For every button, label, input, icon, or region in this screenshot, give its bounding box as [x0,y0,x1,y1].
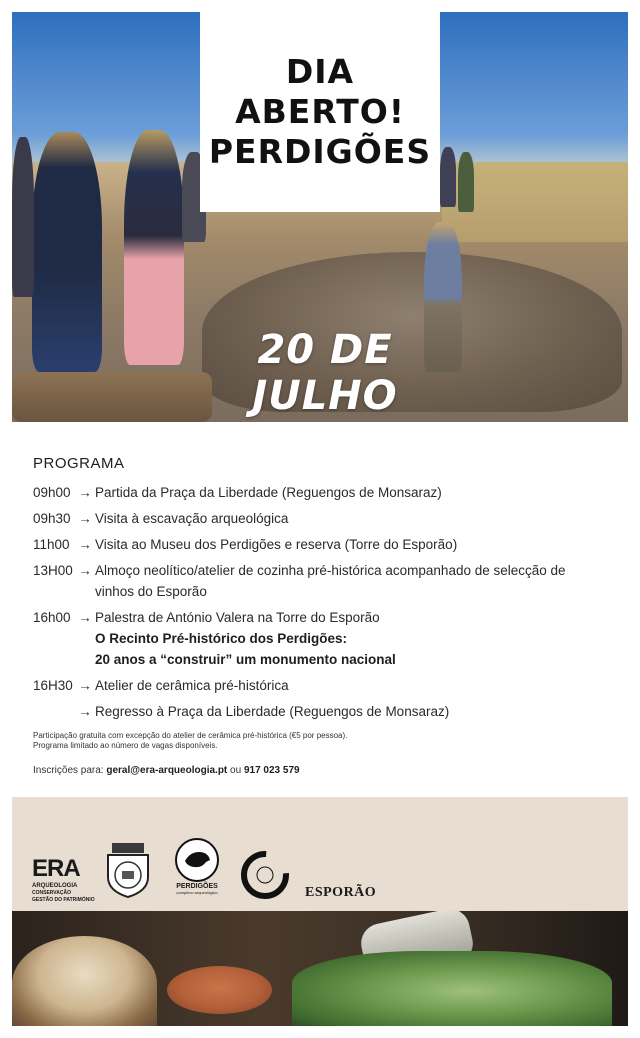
arrow-icon: → [78,511,92,526]
item-text: Palestra de António Valera na Torre do Esporão [95,610,380,625]
contact-label: Inscrições para: [33,765,104,776]
perdigoes-sub: complexo arqueológico [176,890,218,895]
bread-basket [12,936,157,1026]
arrow-icon: → [78,537,92,552]
lecture-subtitle: 20 anos a “construir” um monumento nacional [95,652,396,667]
lecture-title: O Recinto Pré-histórico dos Perdigões: [95,631,348,646]
visitor-figure [458,152,474,212]
item-text: Atelier de cerâmica pré-histórica [95,678,289,693]
era-name: ERA [32,855,80,882]
item-time: 16h00 [33,610,71,625]
note-line: Participação gratuita com excepção do atelier de cerâmica pré-histórica (€5 por pessoa). [33,731,348,740]
visitor-figure [440,147,456,207]
perdigoes-icon [174,837,220,883]
esporao-logo: ESPORÃO [305,885,377,900]
programme-item [33,508,603,529]
item-text: Visita ao Museu dos Perdigões e reserva (Torre do Esporão) [95,537,458,552]
programme-section [33,455,603,727]
contact-or: ou [230,765,242,776]
item-text: Partida da Praça da Liberdade (Reguengos de Monsaraz) [95,485,442,500]
arrow-icon: → [78,704,92,719]
arrow-icon: → [78,610,92,625]
perdigoes-logo [172,837,222,895]
crest-icon [100,841,156,899]
programme-item [33,607,603,670]
project-logo [238,849,292,906]
era-sub: GESTÃO DO PATRIMÓNIO [32,897,95,903]
title-line-1: DIA ABERTO! [235,52,405,131]
registration-contact [33,765,300,776]
arrow-icon: → [78,563,92,578]
programme-item [33,560,603,602]
stones-foreground [12,372,212,422]
event-date: 20 DE JULHO [252,327,398,419]
item-time: 16H30 [33,678,73,693]
contact-phone[interactable]: 917 023 579 [243,765,300,776]
programme-heading: PROGRAMA [33,455,125,472]
era-sub: ARQUEOLOGIA [32,883,78,889]
participation-notes [33,731,347,751]
item-text-group [95,607,603,670]
contact-email[interactable]: geral@era-arqueologia.pt [106,765,228,776]
title-box [200,12,440,212]
visitor-figure [32,132,102,372]
clay-bowl [167,966,272,1014]
sponsor-band [12,797,628,911]
arrow-icon: → [78,678,92,693]
title-line-2: PERDIGÕES [208,132,432,171]
era-logo [32,855,95,904]
item-time: 11h00 [33,537,70,552]
note-line: Programa limitado ao número de vagas disponíveis. [33,741,218,750]
programme-item [33,482,603,503]
item-text: Visita à escavação arqueológica [95,511,289,526]
programme-item [33,534,603,555]
item-time: 09h30 [33,511,71,526]
item-time: 13H00 [33,563,73,578]
programme-item [33,701,603,722]
programme-item [33,675,603,696]
perdigoes-name: PERDIGÕES [176,883,218,890]
circle-emblem-icon [238,849,292,901]
item-time: 09h00 [33,485,71,500]
item-text: Regresso à Praça da Liberdade (Reguengos de Monsaraz) [95,704,450,719]
food-photo [12,911,628,1026]
era-sub: CONSERVAÇÃO [32,890,71,896]
item-time [33,701,75,722]
leafy-greens [292,951,612,1026]
visitor-figure [12,137,34,297]
item-text: Almoço neolítico/atelier de cozinha pré-histórica acompanhado de selecção de vinhos do Esporão [95,563,566,599]
visitor-figure [124,130,184,365]
arrow-icon: → [78,485,92,500]
municipality-crest [100,841,156,904]
